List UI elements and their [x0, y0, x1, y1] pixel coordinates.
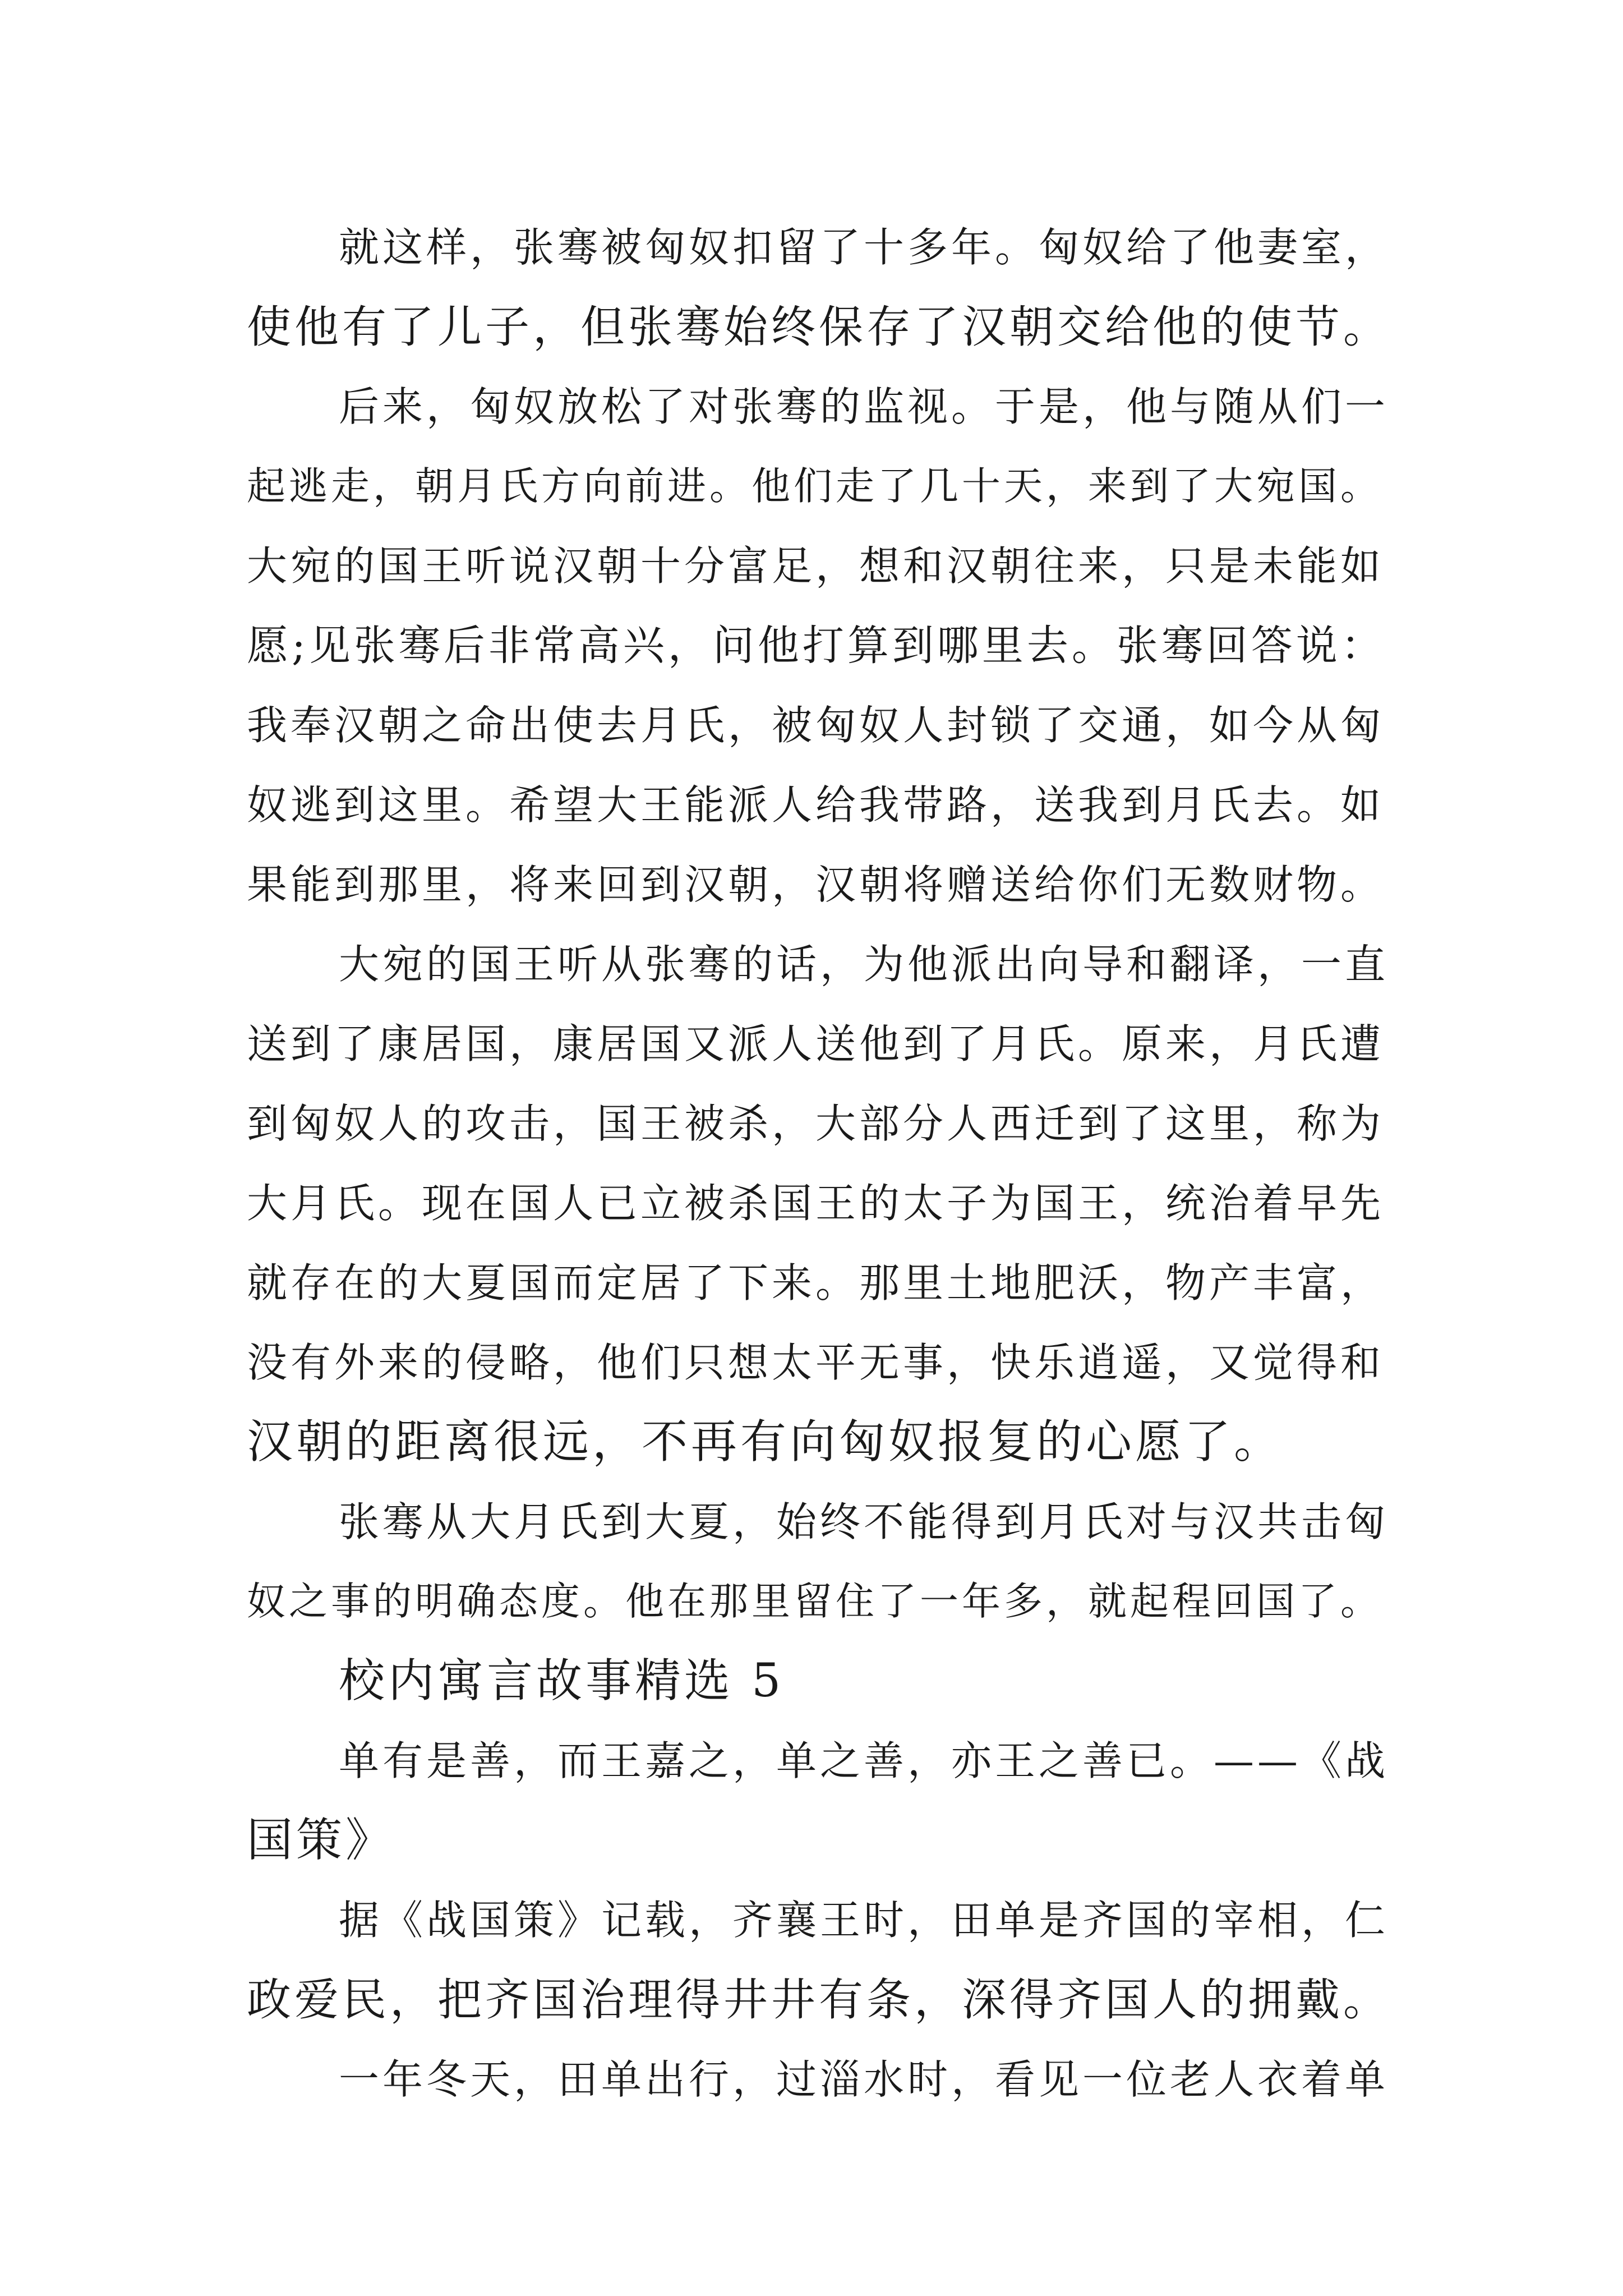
text-line: 起逃走，朝月氏方向前进。他们走了几十天，来到了大宛国。 — [247, 464, 1382, 509]
text-line: 奴之事的明确态度。他在那里留住了一年多，就起程回国了。 — [247, 1579, 1382, 1624]
text-line: 果能到那里，将来回到汉朝，汉朝将赠送给你们无数财物。 — [247, 861, 1385, 908]
text-line: 到匈奴人的攻击，国王被杀，大部分人西迁到了这里，称为 — [247, 1100, 1385, 1147]
text-line: 单有是善，而王嘉之，单之善，亦王之善已。——《战 — [339, 1737, 1389, 1784]
text-line: 大宛的国王听说汉朝十分富足，想和汉朝往来，只是未能如 — [247, 542, 1385, 590]
text-line: 就这样，张骞被匈奴扣留了十多年。匈奴给了他妻室， — [339, 224, 1389, 271]
text-line: 使他有了儿子，但张骞始终保存了汉朝交给他的使节。 — [247, 301, 1391, 353]
text-line: 张骞从大月氏到大夏，始终不能得到月氏对与汉共击匈 — [339, 1498, 1389, 1545]
text-line: 国策》 — [247, 1814, 395, 1867]
text-line: 大月氏。现在国人已立被杀国王的太子为国王，统治着早先 — [247, 1180, 1385, 1227]
text-line: 政爱民，把齐国治理得井井有条，深得齐国人的拥戴。 — [247, 1974, 1391, 2026]
text-line: 就存在的大夏国而定居了下来。那里土地肥沃，物产丰富， — [247, 1259, 1385, 1306]
text-line: 一年冬天，田单出行，过淄水时，看见一位老人衣着单 — [339, 2056, 1389, 2103]
text-line: 送到了康居国，康居国又派人送他到了月氏。原来，月氏遭 — [247, 1020, 1385, 1068]
text-line: 我奉汉朝之命出使去月氏，被匈奴人封锁了交通，如今从匈 — [247, 702, 1385, 749]
text-line: 据《战国策》记载，齐襄王时，田单是齐国的宰相，仁 — [339, 1897, 1389, 1944]
text-line: 大宛的国王听从张骞的话，为他派出向导和翻译，一直 — [339, 941, 1389, 988]
text-line: 后来，匈奴放松了对张骞的监视。于是，他与随从们一 — [339, 383, 1389, 430]
text-line: 校内寓言故事精选 5 — [339, 1654, 785, 1708]
text-line: 没有外来的侵略，他们只想太平无事，快乐逍遥，又觉得和 — [247, 1339, 1385, 1386]
document-body — [247, 208, 1391, 2119]
text-line: 愿;见张骞后非常高兴，问他打算到哪里去。张骞回答说： — [247, 622, 1386, 670]
text-line: 汉朝的距离很远，不再有向匈奴报复的心愿了。 — [247, 1415, 1284, 1469]
text-line: 奴逃到这里。希望大王能派人给我带路，送我到月氏去。如 — [247, 781, 1385, 829]
